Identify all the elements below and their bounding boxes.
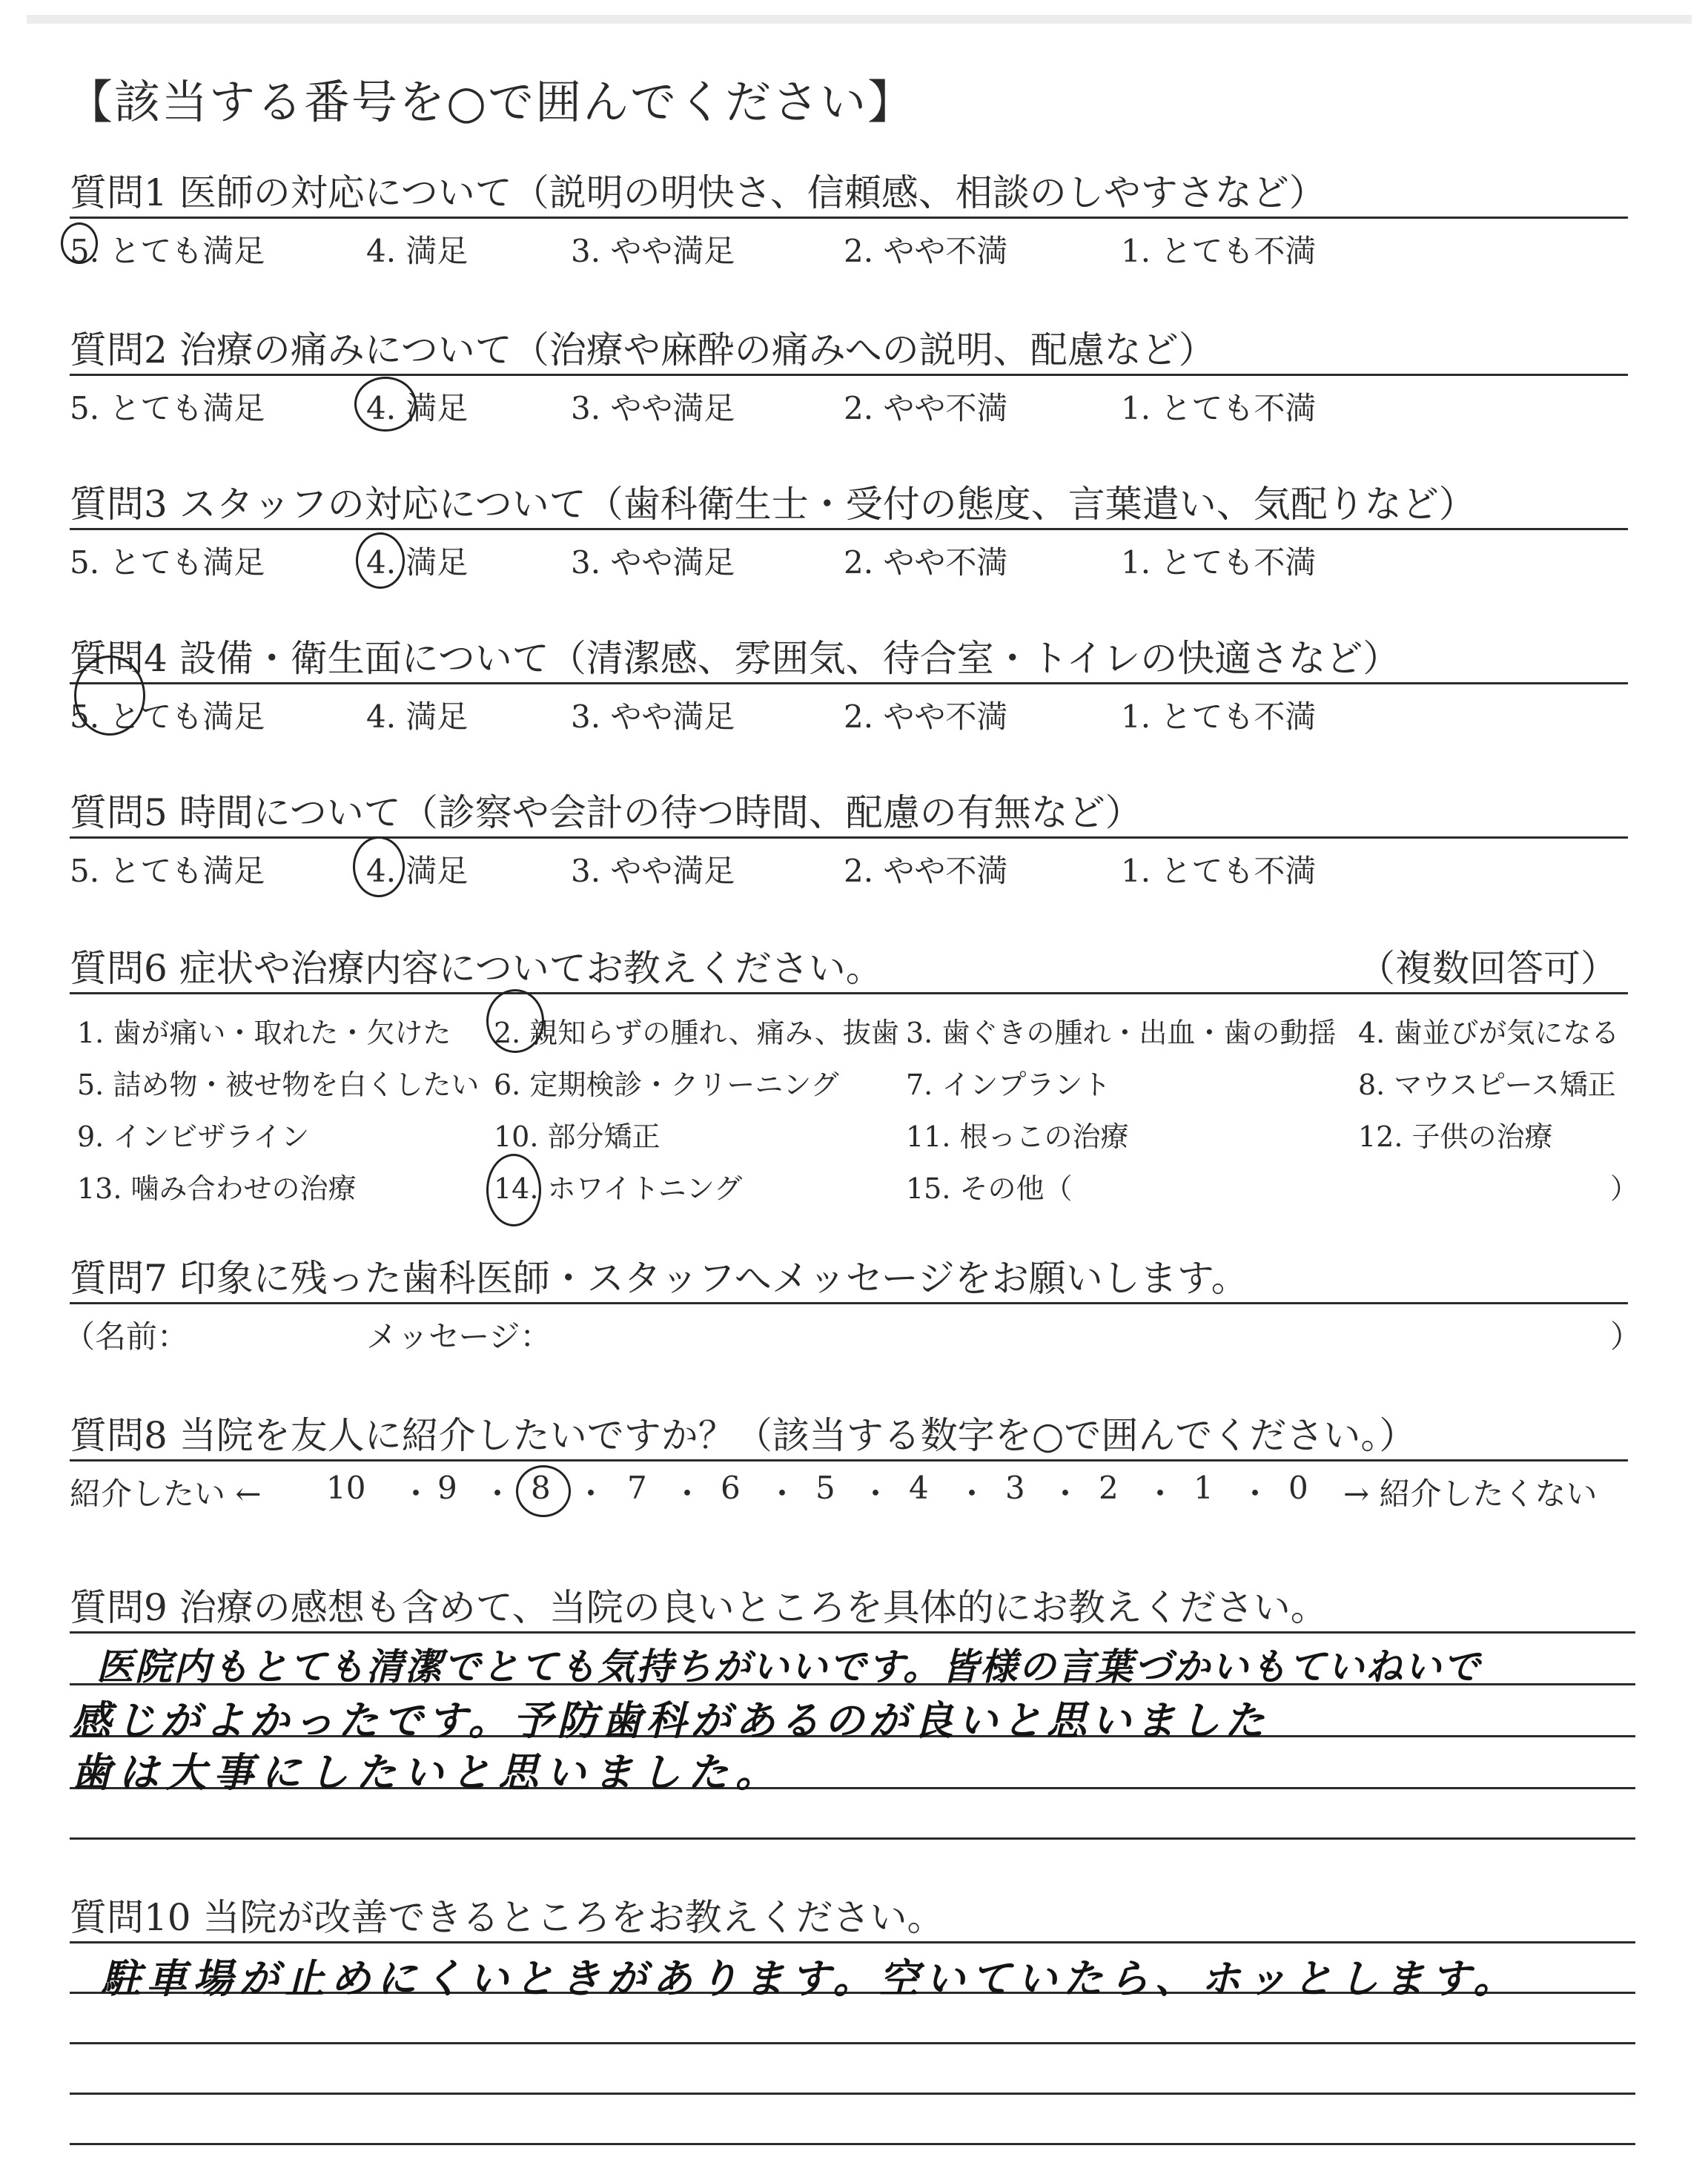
q3-option-4[interactable]: 4. 満足 — [366, 544, 469, 581]
q5-rule — [70, 836, 1628, 839]
q8-score-4[interactable]: 4 — [909, 1470, 929, 1506]
q2-rule — [70, 374, 1628, 376]
q8-score-10[interactable]: 10 — [326, 1470, 366, 1506]
q6-option-7[interactable]: 7. インプラント — [906, 1069, 1111, 1101]
q9-line-1 — [70, 1631, 1635, 1634]
q9-answer-line-3: 歯は大事にしたいと思いました。 — [71, 1749, 783, 1796]
q4-option-1[interactable]: 1. とても不満 — [1121, 698, 1317, 735]
q1-option-4[interactable]: 4. 満足 — [366, 233, 469, 269]
q6-option-11[interactable]: 11. 根っこの治療 — [906, 1120, 1129, 1153]
q4-option-2[interactable]: 2. やや不満 — [844, 698, 1008, 735]
q6-option-14[interactable]: 14. ホワイトニング — [494, 1172, 743, 1205]
q1-option-2[interactable]: 2. やや不満 — [844, 233, 1008, 269]
q1-title: 質問1 医師の対応について（説明の明快さ、信頼感、相談のしやすさなど） — [70, 171, 1326, 214]
q9-answer-line-1: 医院内もとても清潔でとても気持ちがいいです。皆様の言葉づかいもていねいで — [96, 1645, 1481, 1688]
q3-title: 質問3 スタッフの対応について（歯科衛生士・受付の態度、言葉遣い、気配りなど） — [70, 483, 1476, 526]
q1-option-1[interactable]: 1. とても不満 — [1121, 233, 1317, 269]
q6-option-8[interactable]: 8. マウスピース矯正 — [1358, 1069, 1616, 1101]
q6-option-13[interactable]: 13. 噛み合わせの治療 — [77, 1172, 357, 1205]
q8-score-7[interactable]: 7 — [627, 1470, 647, 1506]
q5-option-3[interactable]: 3. やや満足 — [571, 853, 735, 889]
q7-message-label: メッセージ： — [366, 1318, 552, 1355]
q8-separator: ・ — [482, 1476, 514, 1512]
q10-line-1 — [70, 1941, 1635, 1943]
q6-selection-circle-2 — [486, 989, 544, 1053]
q4-rule — [70, 682, 1628, 684]
q6-option-10[interactable]: 10. 部分矯正 — [494, 1120, 661, 1153]
q8-separator: ・ — [575, 1476, 607, 1512]
q1-rule — [70, 217, 1628, 219]
q8-separator: ・ — [1239, 1476, 1271, 1512]
scan-top-edge — [27, 15, 1692, 24]
q10-line-3 — [70, 2042, 1635, 2044]
q8-separator: ・ — [860, 1476, 892, 1512]
q8-score-9[interactable]: 9 — [437, 1470, 457, 1506]
q8-rule — [70, 1459, 1628, 1462]
q4-option-5[interactable]: 5. とても満足 — [70, 698, 265, 735]
q2-title: 質問2 治療の痛みについて（治療や麻酔の痛みへの説明、配慮など） — [70, 328, 1216, 371]
q2-option-1[interactable]: 1. とても不満 — [1121, 390, 1317, 426]
q4-option-3[interactable]: 3. やや満足 — [571, 698, 735, 735]
q7-title: 質問7 印象に残った歯科医師・スタッフへメッセージをお願いします。 — [70, 1257, 1248, 1300]
q6-option-5[interactable]: 5. 詰め物・被せ物を白くしたい — [77, 1069, 480, 1101]
q3-rule — [70, 528, 1628, 530]
q5-option-4[interactable]: 4. 満足 — [366, 853, 469, 889]
q8-score-6[interactable]: 6 — [721, 1470, 741, 1506]
q5-option-1[interactable]: 1. とても不満 — [1121, 853, 1317, 889]
q6-title: 質問6 症状や治療内容についてお教えください。 — [70, 947, 883, 990]
q3-option-1[interactable]: 1. とても不満 — [1121, 544, 1317, 581]
q6-option-2[interactable]: 2. 親知らずの腫れ、痛み、抜歯 — [494, 1017, 899, 1049]
q1-selection-circle — [61, 222, 98, 264]
q4-option-4[interactable]: 4. 満足 — [366, 698, 469, 735]
q6-other-close: ） — [1610, 1172, 1639, 1205]
q6-note: （複数回答可） — [1358, 947, 1618, 990]
q8-score-3[interactable]: 3 — [1005, 1470, 1025, 1506]
page-title: 【該当する番号を○で囲んでください】 — [67, 75, 916, 129]
q6-option-1[interactable]: 1. 歯が痛い・取れた・欠けた — [77, 1017, 451, 1049]
q10-line-4 — [70, 2093, 1635, 2095]
q7-close: ） — [1610, 1318, 1642, 1355]
q6-option-6[interactable]: 6. 定期検診・クリーニング — [494, 1069, 839, 1101]
q3-option-5[interactable]: 5. とても満足 — [70, 544, 265, 581]
q10-line-5 — [70, 2143, 1635, 2145]
q6-option-3[interactable]: 3. 歯ぐきの腫れ・出血・歯の動揺 — [906, 1017, 1337, 1049]
q8-right-label: → 紹介したくない — [1343, 1476, 1598, 1512]
q9-answer-line-2: 感じがよかったです。予防歯科があるのが良いと思いました — [71, 1697, 1269, 1744]
q4-selection-circle — [74, 655, 145, 736]
q4-title: 質問4 設備・衛生面について（清潔感、雰囲気、待合室・トイレの快適さなど） — [70, 637, 1400, 680]
q8-score-2[interactable]: 2 — [1099, 1470, 1119, 1506]
q5-option-5[interactable]: 5. とても満足 — [70, 853, 265, 889]
q8-separator: ・ — [400, 1476, 432, 1512]
q8-selection-circle — [516, 1465, 571, 1517]
q3-option-2[interactable]: 2. やや不満 — [844, 544, 1008, 581]
q6-selection-circle-14 — [486, 1154, 541, 1226]
q2-option-5[interactable]: 5. とても満足 — [70, 390, 265, 426]
q6-option-12[interactable]: 12. 子供の治療 — [1358, 1120, 1553, 1153]
q2-selection-circle — [354, 377, 417, 432]
q5-selection-circle — [353, 836, 405, 897]
q7-rule — [70, 1302, 1628, 1304]
q6-option-9[interactable]: 9. インビザライン — [77, 1120, 310, 1153]
q8-separator: ・ — [1145, 1476, 1176, 1512]
q8-separator: ・ — [672, 1476, 704, 1512]
q8-separator: ・ — [1050, 1476, 1082, 1512]
q6-option-15[interactable]: 15. その他（ — [906, 1172, 1073, 1205]
q5-title: 質問5 時間について（診察や会計の待つ時間、配慮の有無など） — [70, 791, 1142, 834]
q3-option-3[interactable]: 3. やや満足 — [571, 544, 735, 581]
q3-selection-circle — [356, 532, 405, 589]
q2-option-4[interactable]: 4. 満足 — [366, 390, 469, 426]
q8-left-label: 紹介したい ← — [70, 1476, 262, 1512]
q7-name-label: （名前： — [64, 1318, 189, 1355]
q8-score-5[interactable]: 5 — [815, 1470, 835, 1506]
q1-option-3[interactable]: 3. やや満足 — [571, 233, 735, 269]
q6-rule — [70, 992, 1628, 994]
q8-score-8[interactable]: 8 — [531, 1470, 551, 1506]
q9-line-5 — [70, 1837, 1635, 1840]
q6-option-4[interactable]: 4. 歯並びが気になる — [1358, 1017, 1620, 1049]
q8-separator: ・ — [767, 1476, 798, 1512]
q10-title: 質問10 当院が改善できるところをお教えください。 — [70, 1896, 944, 1939]
q8-separator: ・ — [956, 1476, 988, 1512]
q10-answer-line-1: 駐車場が止めにくいときがあります。空いていたら、ホッとします。 — [101, 1955, 1520, 2002]
q1-option-5[interactable]: 5. とても満足 — [70, 233, 265, 269]
q2-option-3[interactable]: 3. やや満足 — [571, 390, 735, 426]
q8-score-0[interactable]: 0 — [1288, 1470, 1308, 1506]
q2-option-2[interactable]: 2. やや不満 — [844, 390, 1008, 426]
q9-title: 質問9 治療の感想も含めて、当院の良いところを具体的にお教えください。 — [70, 1586, 1328, 1629]
q5-option-2[interactable]: 2. やや不満 — [844, 853, 1008, 889]
q8-title: 質問8 当院を友人に紹介したいですか？（該当する数字を○で囲んでください。） — [70, 1414, 1417, 1457]
q8-score-1[interactable]: 1 — [1194, 1470, 1214, 1506]
